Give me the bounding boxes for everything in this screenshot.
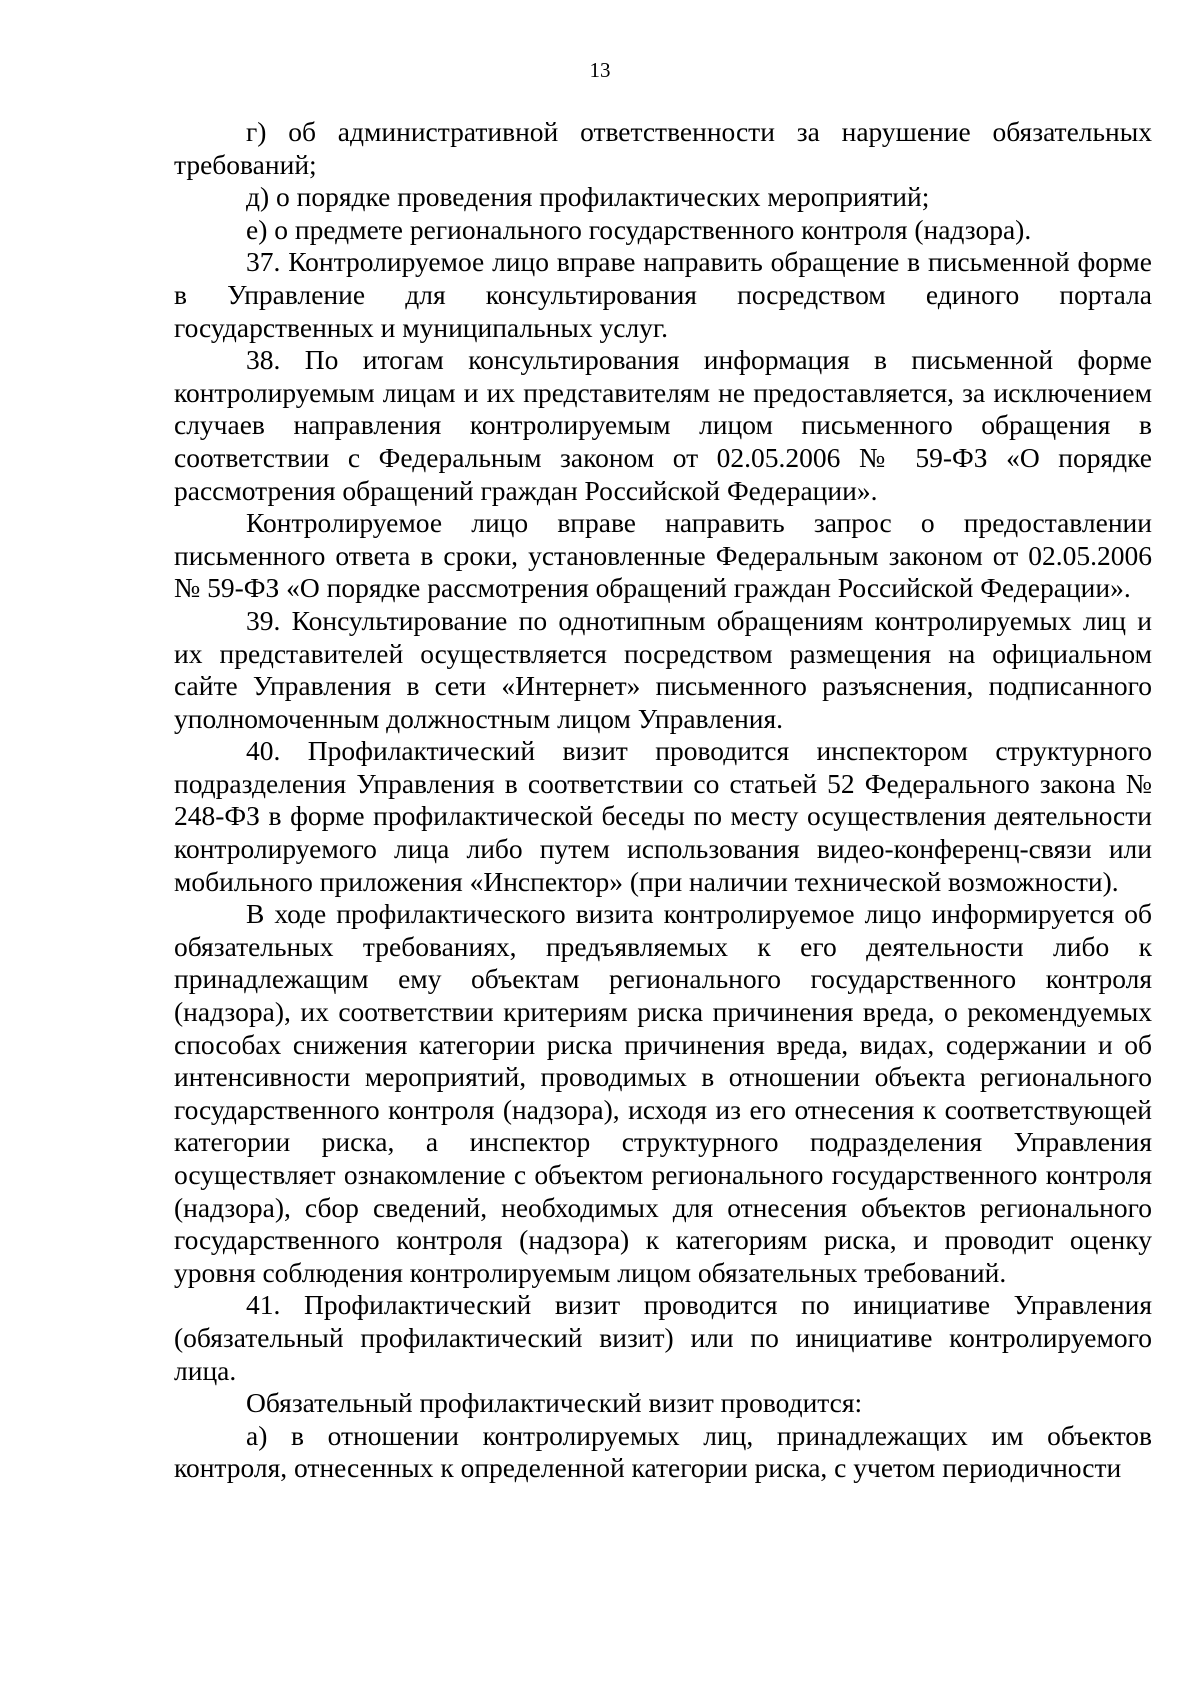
paragraph-38: 38. По итогам консультирования информация в письменной форме контролируемым лицам и их представителям не предоставляется, за исключением случаев направления контролируемым лицом письменного обращения в соответствии с Федеральным законом от 02.05.2006 № 59-ФЗ «О порядке рассмотрения обращений граждан Российской Федерации». <box>174 344 1152 506</box>
paragraph-41: 41. Профилактический визит проводится по инициативе Управления (обязательный профилактический визит) или по инициативе контролируемого лица. <box>174 1289 1152 1386</box>
paragraph-item-e: е) о предмете регионального государственного контроля (надзора). <box>246 213 1032 245</box>
paragraph-item-g: г) об административной ответственности за нарушение обязательных требований; <box>174 116 1152 180</box>
document-body <box>174 116 1152 1485</box>
paragraph-41-mandatory-visit: Обязательный профилактический визит проводится: <box>246 1387 863 1419</box>
paragraph-40: 40. Профилактический визит проводится инспектором структурного подразделения Управления в соответствии со статьей 52 Федерального закона № 248-ФЗ в форме профилактической беседы по месту осуществления деятельности контролируемого лица либо путем использования видео-конференц-связи или мобильного приложения «Инспектор» (при наличии технической возможности). <box>174 735 1152 897</box>
paragraph-37: 37. Контролируемое лицо вправе направить обращение в письменной форме в Управление для консультирования посредством единого портала государственных и муниципальных услуг. <box>174 246 1152 343</box>
paragraph-41-item-a: а) в отношении контролируемых лиц, принадлежащих им объектов контроля, отнесенных к определенной категории риска, с учетом периодичности <box>174 1419 1152 1484</box>
paragraph-38-continued: Контролируемое лицо вправе направить запрос о предоставлении письменного ответа в сроки, установленные Федеральным законом от 02.05.2006 № 59-ФЗ «О порядке рассмотрения обращений граждан Российской Федерации». <box>174 507 1152 604</box>
paragraph-40-continued: В ходе профилактического визита контролируемое лицо информируется об обязательных требованиях, предъявляемых к его деятельности либо к принадлежащим ему объектам регионального государственного контроля (надзора), их соответствии критериям риска причинения вреда, о рекомендуемых способах снижения категории риска причинения вреда, видах, содержании и об интенсивности мероприятий, проводимых в отношении объекта регионального государственного контроля (надзора), исходя из его отнесения к соответствующей категории риска, а инспектор структурного подразделения Управления осуществляет ознакомление с объектом регионального государственного контроля (надзора), сбор сведений, необходимых для отнесения объектов регионального государственного контроля (надзора) к категориям риска, и проводит оценку уровня соблюдения контролируемым лицом обязательных требований. <box>174 898 1152 1288</box>
page-number: 13 <box>589 58 611 82</box>
paragraph-item-d: д) о порядке проведения профилактических мероприятий; <box>246 181 930 213</box>
paragraph-39: 39. Консультирование по однотипным обращениям контролируемых лиц и их представителей осуществляется посредством размещения на официальном сайте Управления в сети «Интернет» письменного разъяснения, подписанного уполномоченным должностным лицом Управления. <box>174 604 1152 734</box>
